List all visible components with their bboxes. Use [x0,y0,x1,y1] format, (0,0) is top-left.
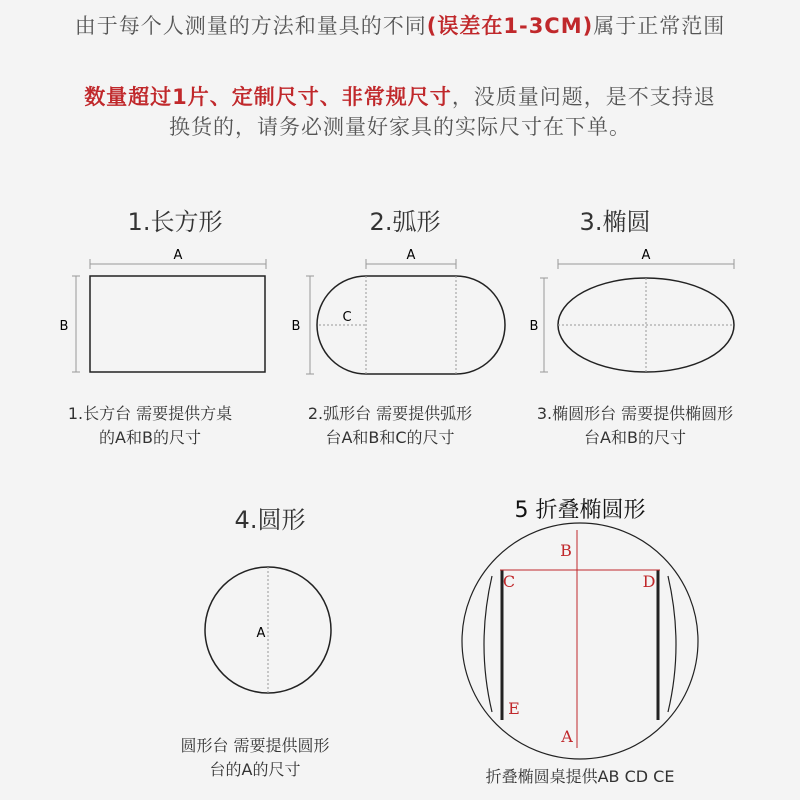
rectangle-diagram [60,248,266,372]
title-ellipse: 3.椭圆 [579,208,651,236]
folding-label-e: E [508,699,520,718]
circle-label-a: A [256,626,266,641]
rectangle-shape [90,276,265,372]
arc-diagram [292,248,505,374]
ellipse-label-b: B [529,319,539,334]
caption-rectangle [40,402,260,450]
folding-outer-circle [462,523,698,759]
folding-label-b: B [560,541,572,560]
rectangle-label-a: A [173,248,183,263]
notice-line1-suffix: 属于正常范围 [593,14,726,38]
folding-ellipse-diagram [462,523,698,759]
caption-rectangle-line1: 1.长方台 需要提供方桌 [67,404,233,423]
folding-label-c: C [502,572,516,591]
arc-label-a: A [406,248,416,263]
notice-line1-prefix: 由于每个人测量的方法和量具的不同 [74,14,427,38]
caption-arc-line2: 台A和B和C的尺寸 [325,428,455,447]
ellipse-diagram [530,248,734,372]
caption-circle-line1: 圆形台 需要提供圆形 [180,736,330,755]
notice-warning-rest: ，没质量问题，是不支持退 [451,85,716,109]
caption-ellipse [505,402,765,450]
title-rectangle: 1.长方形 [127,208,223,236]
rectangle-label-b: B [59,319,69,334]
caption-circle [150,734,360,782]
caption-arc [275,402,505,450]
title-arc: 2.弧形 [369,208,441,236]
caption-ellipse-line2: 台A和B的尺寸 [584,428,686,447]
circle-diagram [205,567,331,693]
title-circle: 4.圆形 [234,506,306,534]
circle-shape [205,567,331,693]
notice-tolerance: (误差在1-3CM) [426,14,594,38]
folding-label-a: A [561,727,573,746]
notice-warning-highlight: 数量超过1片、定制尺寸、非常规尺寸 [84,85,452,109]
caption-arc-line1: 2.弧形台 需要提供弧形 [307,404,473,423]
arc-label-b: B [291,319,301,334]
arc-label-c: C [342,310,352,325]
arc-shape [317,276,505,374]
folding-label-d: D [642,572,656,591]
caption-rectangle-line2: 的A和B的尺寸 [99,428,201,447]
notice-line3: 换货的，请务必测量好家具的实际尺寸在下单。 [169,115,631,139]
ellipse-label-a: A [641,248,651,263]
caption-folding-ellipse: 折叠椭圆桌提供AB CD CE [485,767,675,786]
caption-circle-line2: 台的A的尺寸 [209,760,301,779]
caption-ellipse-line1: 3.椭圆形台 需要提供椭圆形 [536,404,734,423]
title-folding-ellipse: 5 折叠椭圆形 [514,498,646,523]
